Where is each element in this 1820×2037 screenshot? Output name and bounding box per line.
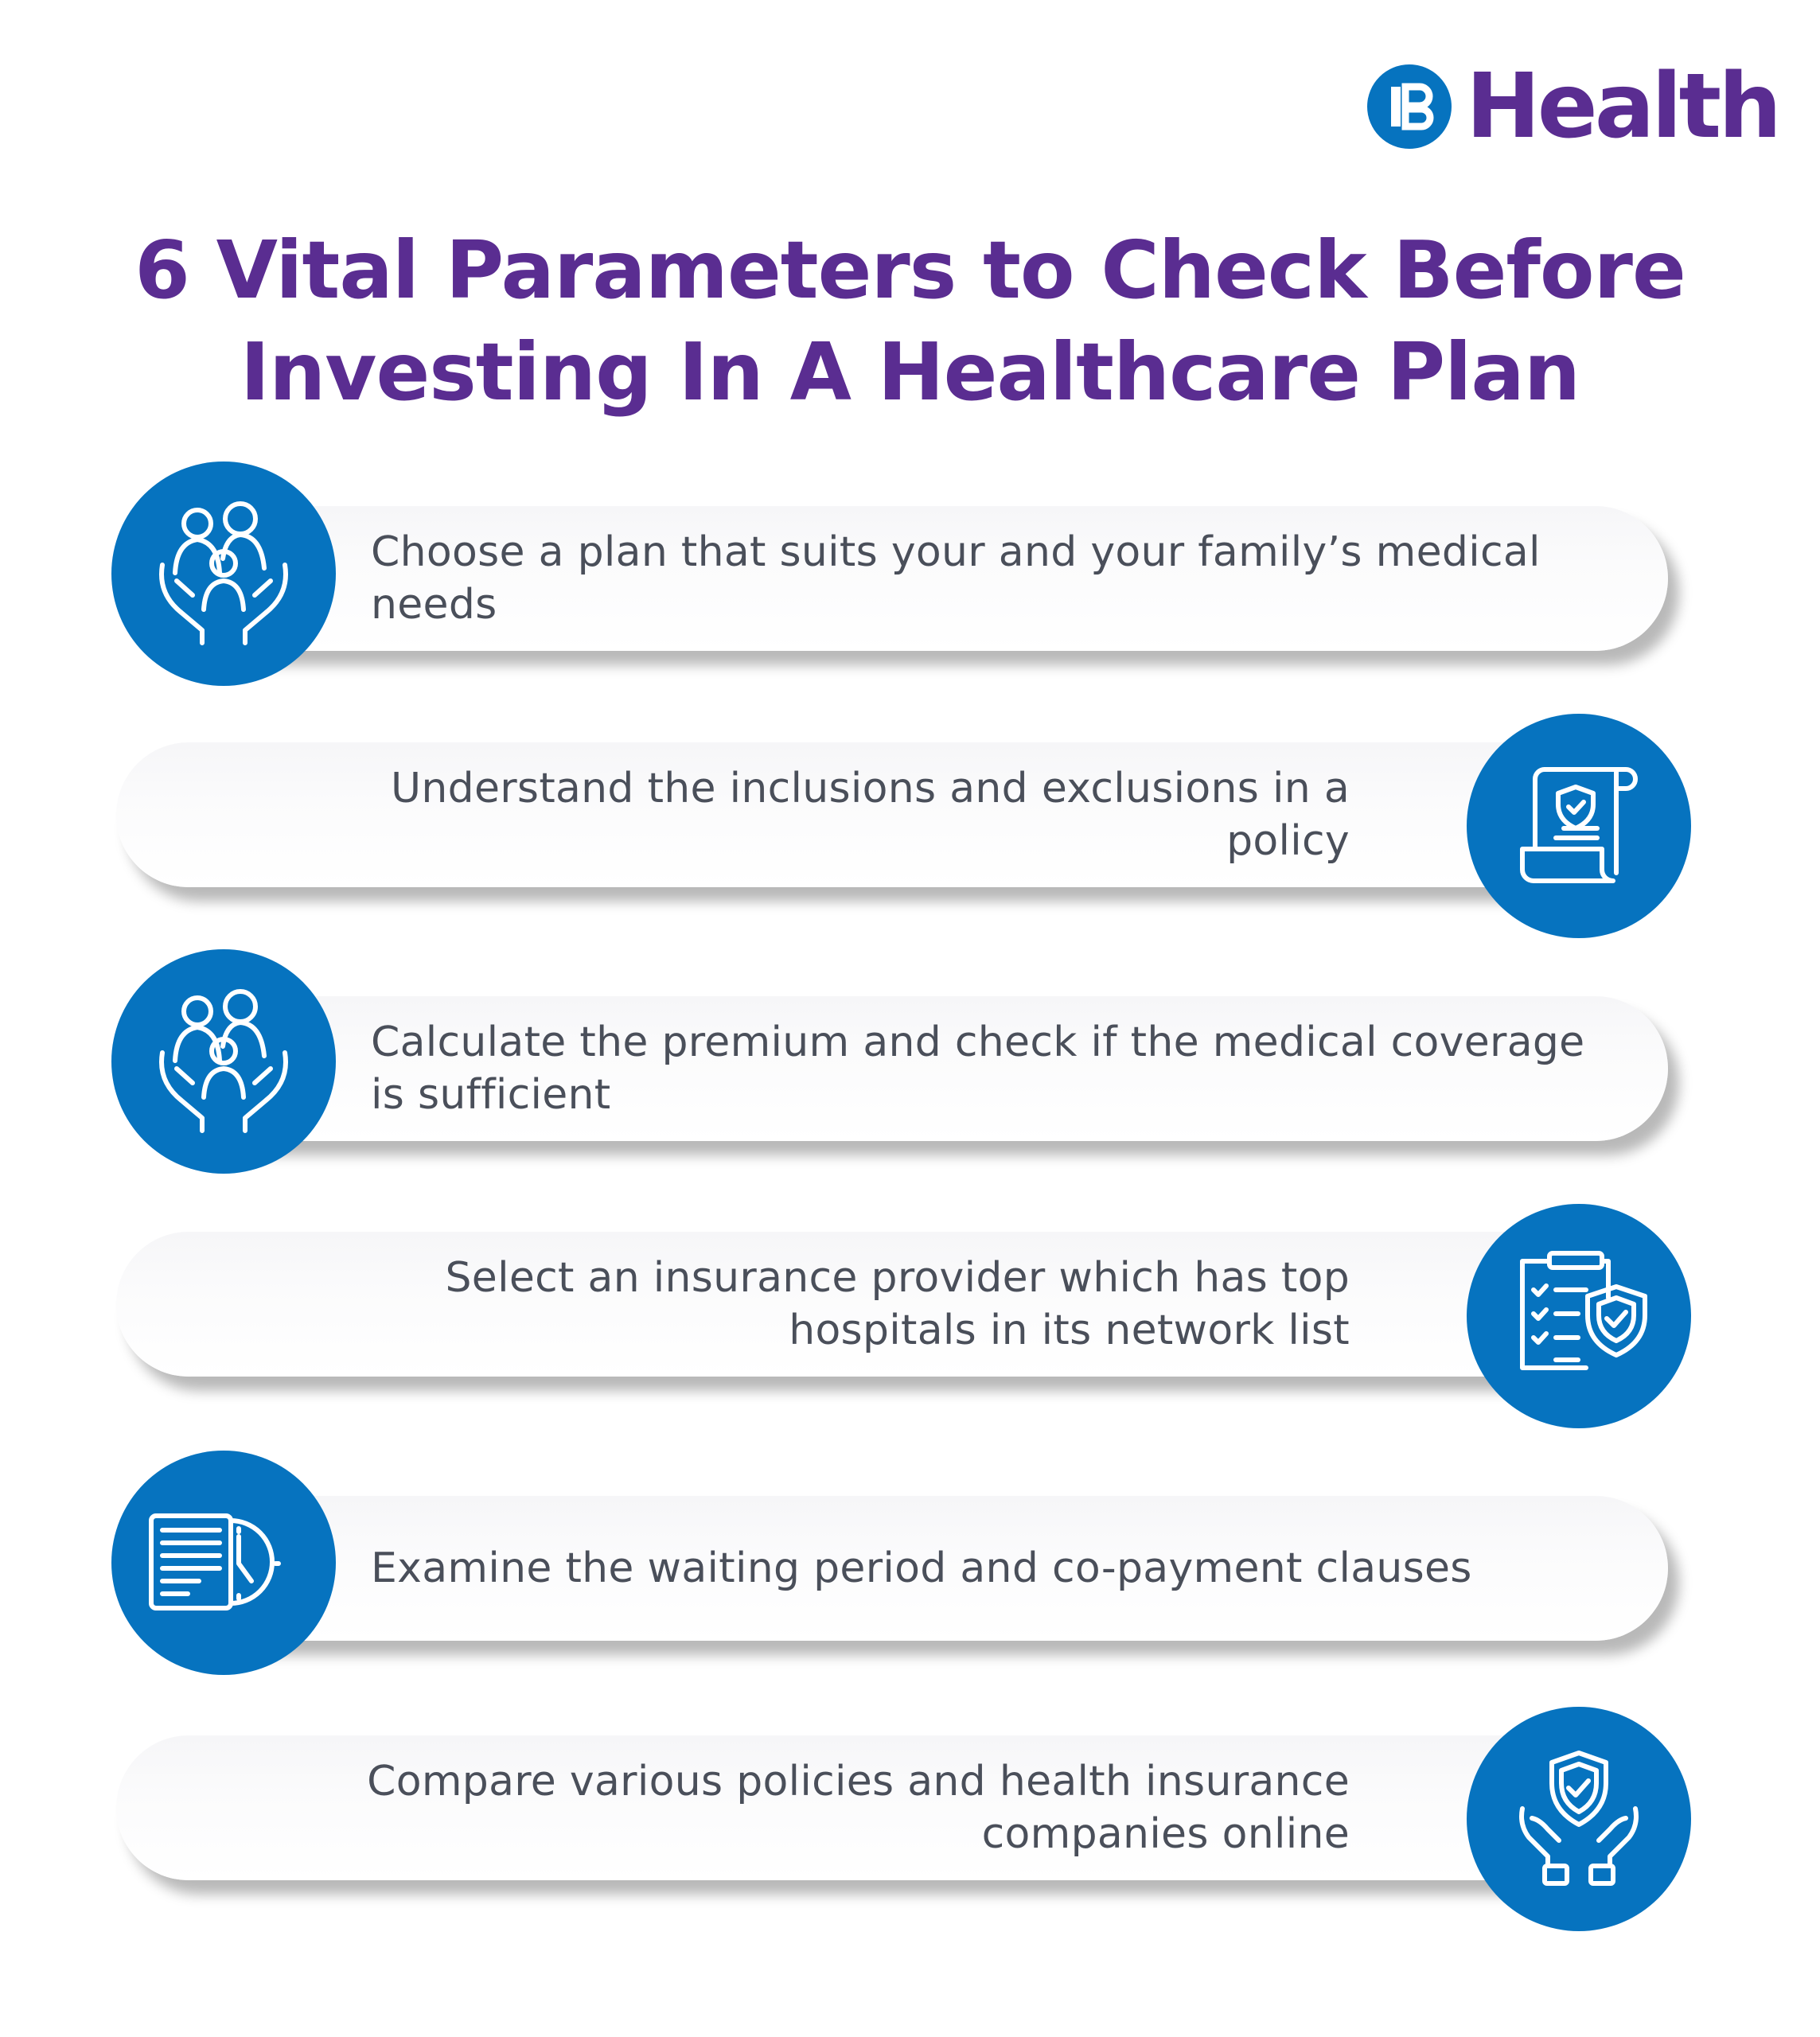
- parameter-card-2: [116, 742, 1580, 887]
- parameter-card-6: [116, 1735, 1580, 1880]
- parameter-card-4: [116, 1232, 1580, 1377]
- document-clock-icon: [111, 1451, 336, 1675]
- brand-logo: [1367, 55, 1779, 158]
- parameter-text-1: Choose a plan that suits your and your family’s medical needs: [371, 528, 1541, 629]
- parameter-text-5: Examine the waiting period and co-payment clauses: [371, 1544, 1472, 1592]
- parameter-text-6: Compare various policies and health insurance companies online: [367, 1758, 1350, 1858]
- checklist-shield-icon: [1467, 1204, 1691, 1428]
- parameter-text-4: Select an insurance provider which has top hospitals in its network list: [445, 1254, 1350, 1354]
- brand-name: Health: [1466, 55, 1779, 158]
- parameter-card-1: [204, 506, 1668, 651]
- family-care-icon: [111, 949, 336, 1174]
- title-line-1: 6 Vital Parameters to Check Before: [134, 224, 1686, 317]
- title-line-2: Investing In A Healthcare Plan: [240, 325, 1580, 419]
- page-title: [0, 220, 1820, 423]
- hands-shield-icon: [1467, 1707, 1691, 1931]
- parameter-text-3: Calculate the premium and check if the medical coverage is sufficient: [371, 1018, 1585, 1119]
- bajaj-logo-icon: [1367, 64, 1452, 149]
- parameter-text-2: Understand the inclusions and exclusions in a policy: [391, 765, 1350, 865]
- family-care-icon: [111, 462, 336, 686]
- parameter-card-5: [204, 1496, 1668, 1641]
- policy-scroll-icon: [1467, 714, 1691, 938]
- parameter-card-3: [204, 996, 1668, 1141]
